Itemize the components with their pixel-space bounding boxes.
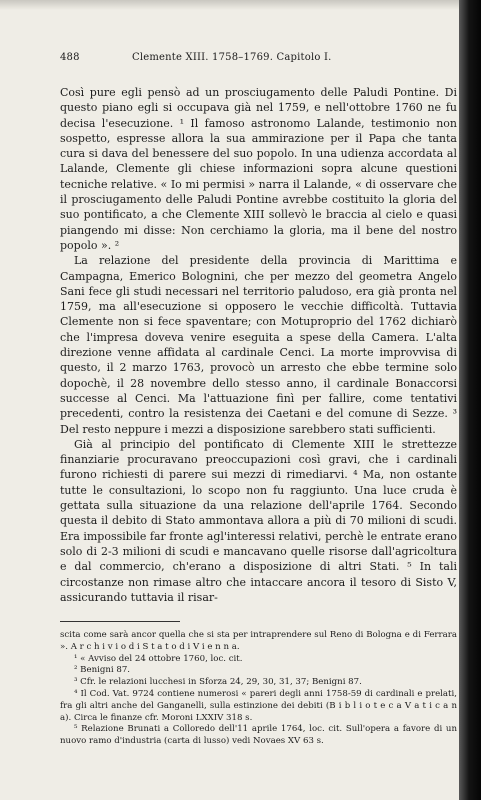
- footnotes: [60, 630, 457, 748]
- footnote-continuation: scita come sarà ancor quella che si sta per intraprendere sul Reno di Bologna e di Ferrara ». A r c h i v i o d i S t a t o d i V i e n n a.: [60, 630, 457, 652]
- running-head: Clemente XIII. 1758–1769. Capitolo I.: [132, 52, 332, 63]
- scan-edge-top: [0, 0, 481, 10]
- footnote: ² Benigni 87.: [74, 665, 131, 676]
- paragraph: Già al principio del pontificato di Clemente XIII le strettezze finanziarie procuravano preoccupazioni così gravi, che i cardinali furono richiesti di parere sui mezzi di rimediarvi. ⁴ Ma, non ostante tutte le consultazioni, lo scopo non fu raggiunto. Una luce cruda è gettata sulla situazione da una relazione dell'aprile 1764. Secondo questa il debito di Stato ammontava allora a più di 70 milioni di scudi. Era impossibile far fronte agl'interessi relativi, perchè le entrate erano solo di 2-3 milioni di scudi e mancavano quelle risorse dall'agricoltura e dal commercio, ch'erano a disposizione di altri Stati. ⁵ In tali circostanze non rimase altro che intaccare ancora il tesoro di Sisto V, assicurando tuttavia il risar-: [60, 437, 457, 604]
- scan-edge-right: [459, 0, 481, 800]
- footnote: ⁴ Il Cod. Vat. 9724 contiene numerosi « pareri degli anni 1758-59 di cardinali e prelati, fra gli altri anche del Ganganelli, sulla estinzione dei debiti (B i b l i o t e c a V a t i c a n a). Circa le finanze cfr. Moroni LXXIV 318 s.: [60, 689, 457, 723]
- paragraph: Così pure egli pensò ad un prosciugamento delle Paludi Pontine. Di questo piano egli si occupava già nel 1759, e nell'ottobre 1760 ne fu decisa l'esecuzione. ¹ Il famoso astronomo Lalande, testimonio non sospetto, espresse allora la sua ammirazione per il Papa che tanta cura si dava del benessere del suo popolo. In una udienza accordata al Lalande, Clemente gli chiese informazioni sopra alcune questioni tecniche relative. « Io mi permisi » narra il Lalande, « di osservare che il prosciugamento delle Paludi Pontine avrebbe costituito la gloria del suo pontificato, a che Clemente XIII sollevò le braccia al cielo e quasi piangendo mi disse: Non cerchiamo la gloria, ma il bene del nostro popolo ». ²: [60, 86, 457, 252]
- footnote: ¹ « Avviso del 24 ottobre 1760, loc. cit.: [74, 653, 243, 664]
- paragraph: La relazione del presidente della provincia di Marittima e Campagna, Emerico Bolognini, che per mezzo del geometra Angelo Sani fece gli studi necessari nel territorio paludoso, era già pronta nel 1759, ma all'esecuzione si opposero le vecchie difficoltà. Tuttavia Clemente non si fece spaventare; con Motuproprio del 1762 dichiarò che l'impresa doveva venire eseguita a spese della Camera. L'alta direzione venne affidata al cardinale Cenci. La morte improvvisa di questo, il 2 marzo 1763, provocò un arresto che ebbe termine solo dopochè, il 28 novembre dello stesso anno, il cardinale Bonaccorsi successe al Cenci. Ma l'attuazione finì per fallire, come tentativi precedenti, contro la resistenza dei Caetani e del comune di Sezze. ³ Del resto neppure i mezzi a disposizione sarebbero stati sufficienti.: [60, 254, 457, 436]
- footnote: ³ Cfr. le relazioni lucchesi in Sforza 24, 29, 30, 31, 37; Benigni 87.: [74, 677, 362, 688]
- body-text: [60, 85, 457, 605]
- book-page: [60, 52, 457, 748]
- footnote-rule: [60, 621, 180, 622]
- page-header: [60, 52, 457, 68]
- page-number: 488: [60, 52, 80, 63]
- footnote: ⁵ Relazione Brunati a Colloredo dell'11 aprile 1764, loc. cit. Sull'opera a favore di un nuovo ramo d'industria (carta di lusso) vedi Novaes XV 63 s.: [60, 724, 457, 747]
